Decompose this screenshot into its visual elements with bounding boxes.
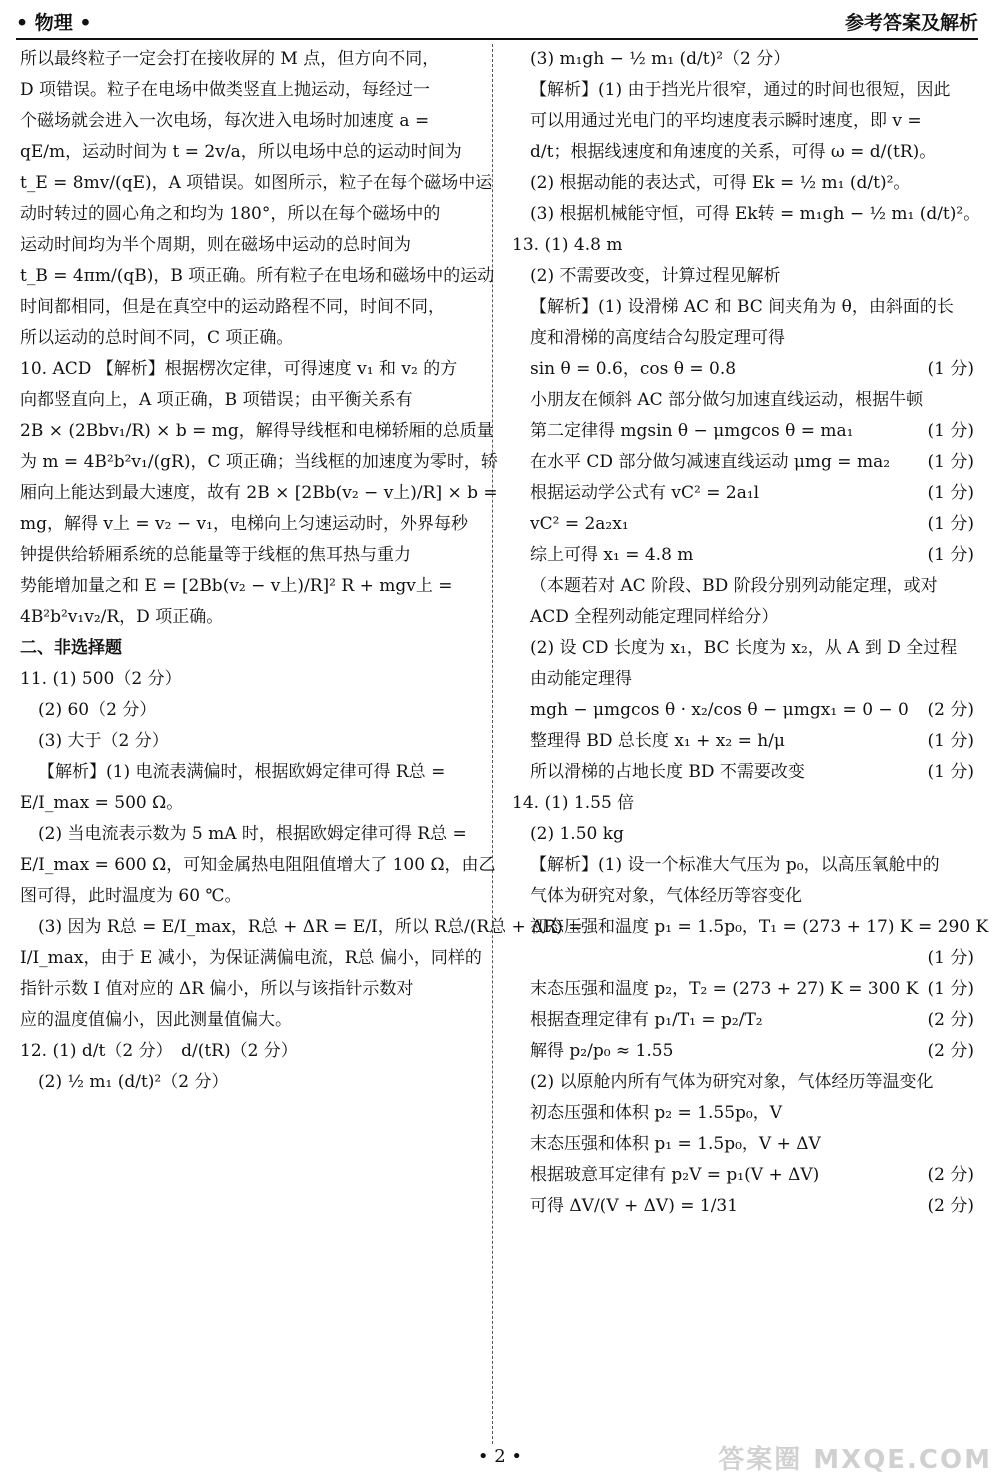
solution-row [512, 943, 974, 974]
solution-text: (3) m₁gh − ½ m₁ (d/t)²（2 分） [530, 49, 791, 69]
text-line: 12. (1) d/t（2 分） d/(tR)（2 分） [20, 1041, 298, 1061]
right-column [512, 44, 989, 1440]
text-line: 势能增加量之和 E = [2Bb(v₂ − v上)/R]² R + mgv上 = [20, 576, 453, 596]
text-line: 11. (1) 500（2 分） [20, 669, 182, 689]
solution-text: 由动能定理得 [530, 669, 632, 689]
subject-label: • 物理 • [16, 12, 92, 34]
solution-text: (2) 根据动能的表达式，可得 Ek = ½ m₁ (d/t)²。 [530, 173, 911, 193]
text-line: E/I_max = 600 Ω，可知金属热电阻阻值增大了 100 Ω，由乙 [20, 855, 496, 875]
text-line: 钟提供给轿厢系统的总能量等于线框的焦耳热与重力 [20, 545, 411, 565]
text-line: (3) 因为 R总 = E/I_max，R总 + ΔR = E/I，所以 R总/(R总 + ΔR) = [38, 917, 583, 937]
solution-text: mgh − μmgcos θ · x₂/cos θ − μmgx₁ = 0 − 0 [530, 700, 909, 720]
solution-row [512, 509, 974, 540]
score-label: (1 分) [927, 421, 974, 441]
text-line: t_B = 4πm/(qB)，B 项正确。所有粒子在电场和磁场中的运动 [20, 266, 495, 286]
solution-row [512, 1036, 974, 1067]
solution-row [512, 757, 974, 788]
text-line: D 项错误。粒子在电场中做类竖直上抛运动，每经过一 [20, 80, 431, 100]
solution-row [512, 974, 974, 1005]
score-label: (1 分) [927, 762, 974, 782]
solution-text: 可以用通过光电门的平均速度表示瞬时速度，即 v = [530, 111, 922, 131]
solution-row [512, 478, 974, 509]
solution-text: 根据运动学公式有 vC² = 2a₁l [530, 483, 760, 503]
solution-text: 小朋友在倾斜 AC 部分做匀加速直线运动，根据牛顿 [530, 390, 924, 410]
solution-row [512, 633, 974, 664]
text-line: 二、非选择题 [20, 638, 122, 658]
solution-row [512, 1191, 974, 1222]
solution-row [512, 106, 974, 137]
score-label: (1 分) [927, 359, 974, 379]
text-line: 向都竖直向上，A 项正确，B 项错误；由平衡关系有 [20, 390, 413, 410]
solution-text: 解得 p₂/p₀ ≈ 1.55 [530, 1041, 674, 1061]
solution-text: 所以滑梯的占地长度 BD 不需要改变 [530, 762, 805, 782]
header-title: 参考答案及解析 [844, 12, 978, 34]
solution-row [512, 726, 974, 757]
solution-text: (3) 根据机械能守恒，可得 Ek转 = m₁gh − ½ m₁ (d/t)²。 [530, 204, 981, 224]
solution-row [512, 1129, 974, 1160]
solution-row [512, 447, 974, 478]
text-line: 厢向上能达到最大速度，故有 2B × [2Bb(v₂ − v上)/R] × b = [20, 483, 498, 503]
solution-row [512, 261, 974, 292]
solution-row [512, 881, 974, 912]
solution-text: ACD 全程列动能定理同样给分） [530, 607, 779, 627]
page-header [16, 8, 978, 40]
score-label: (2 分) [927, 1165, 974, 1185]
solution-text: 末态压强和温度 p₂，T₂ = (273 + 27) K = 300 K [530, 979, 919, 999]
solution-text: (2) 1.50 kg [530, 824, 624, 844]
solution-row [512, 230, 974, 261]
solution-text: 可得 ΔV/(V + ΔV) = 1/31 [530, 1196, 739, 1216]
solution-text: 整理得 BD 总长度 x₁ + x₂ = h/μ [530, 731, 785, 751]
solution-row [512, 292, 974, 323]
score-label: (1 分) [927, 545, 974, 565]
score-label: (2 分) [927, 1010, 974, 1030]
column-divider [492, 44, 493, 1444]
page-number: • 2 • [477, 1446, 523, 1467]
score-label: (1 分) [927, 452, 974, 472]
text-line: 个磁场就会进入一次电场，每次进入电场时加速度 a = [20, 111, 430, 131]
solution-row [512, 323, 974, 354]
solution-text: 【解析】(1) 设滑梯 AC 和 BC 间夹角为 θ，由斜面的长 [530, 297, 954, 317]
solution-row [512, 1160, 974, 1191]
score-label: (2 分) [927, 700, 974, 720]
solution-text: 14. (1) 1.55 倍 [512, 793, 635, 813]
solution-text: 【解析】(1) 设一个标准大气压为 p₀，以高压氧舱中的 [530, 855, 940, 875]
solution-text: 第二定律得 mgsin θ − μmgcos θ = ma₁ [530, 421, 854, 441]
text-line: 为 m = 4B²b²v₁/(gR)，C 项正确；当线框的加速度为零时，轿 [20, 452, 498, 472]
solution-row [512, 137, 974, 168]
text-line: 所以最终粒子一定会打在接收屏的 M 点，但方向不同， [20, 49, 440, 69]
text-line: qE/m，运动时间为 t = 2v/a，所以电场中总的运动时间为 [20, 142, 462, 162]
solution-text: (2) 以原舱内所有气体为研究对象，气体经历等温变化 [530, 1072, 934, 1092]
solution-text: d/t；根据线速度和角速度的关系，可得 ω = d/(tR)。 [530, 142, 937, 162]
text-line: 【解析】(1) 电流表满偏时，根据欧姆定律可得 R总 = [38, 762, 446, 782]
text-line: 指针示数 I 值对应的 ΔR 偏小，所以与该指针示数对 [20, 979, 414, 999]
solution-row [512, 819, 974, 850]
solution-text [512, 943, 530, 974]
score-label: (1 分) [927, 483, 974, 503]
solution-row [512, 912, 989, 943]
solution-row [512, 354, 974, 385]
solution-row [512, 695, 974, 726]
solution-row [512, 571, 974, 602]
score-label: (1 分) [927, 731, 974, 751]
solution-text: 初态压强和体积 p₂ = 1.55p₀，V [530, 1103, 782, 1123]
text-line: E/I_max = 500 Ω。 [20, 793, 184, 813]
solution-text: 根据玻意耳定律有 p₂V = p₁(V + ΔV) [530, 1165, 820, 1185]
solution-text: 末态压强和体积 p₁ = 1.5p₀，V + ΔV [530, 1134, 821, 1154]
solution-row [512, 44, 974, 75]
text-line: 4B²b²v₁v₂/R，D 项正确。 [20, 607, 224, 627]
solution-row [512, 75, 974, 106]
solution-row [512, 199, 981, 230]
solution-text: (2) 不需要改变，计算过程见解析 [530, 266, 781, 286]
solution-text: 度和滑梯的高度结合勾股定理可得 [530, 328, 785, 348]
solution-text: 初态压强和温度 p₁ = 1.5p₀，T₁ = (273 + 17) K = 290 K [530, 917, 989, 937]
score-label: (1 分) [927, 514, 974, 534]
text-line: (3) 大于（2 分） [38, 731, 169, 751]
text-line: 图可得，此时温度为 60 ℃。 [20, 886, 242, 906]
solution-text: 综上可得 x₁ = 4.8 m [530, 545, 694, 565]
solution-row [512, 788, 974, 819]
text-line: (2) 60（2 分） [38, 700, 157, 720]
solution-row [512, 385, 974, 416]
solution-text: 根据查理定律有 p₁/T₁ = p₂/T₂ [530, 1010, 763, 1030]
text-line: 所以运动的总时间不同，C 项正确。 [20, 328, 294, 348]
solution-text: vC² = 2a₂x₁ [530, 514, 629, 534]
solution-row [512, 1067, 974, 1098]
text-line: 2B × (2Bbv₁/R) × b = mg，解得导线框和电梯轿厢的总质量 [20, 421, 494, 441]
solution-row [512, 1005, 974, 1036]
text-line: t_E = 8mv/(qE)，A 项错误。如图所示，粒子在每个磁场中运 [20, 173, 493, 193]
score-label: (1 分) [927, 979, 974, 999]
solution-row [512, 416, 974, 447]
solution-text: sin θ = 0.6，cos θ = 0.8 [530, 359, 737, 379]
text-line: (2) 当电流表示数为 5 mA 时，根据欧姆定律可得 R总 = [38, 824, 467, 844]
text-line: (2) ½ m₁ (d/t)²（2 分） [38, 1072, 229, 1092]
solution-row [512, 602, 974, 633]
solution-row [512, 850, 974, 881]
text-line: 应的温度值偏小，因此测量值偏大。 [20, 1010, 292, 1030]
solution-text: （本题若对 AC 阶段、BD 阶段分别列动能定理，或对 [530, 576, 938, 596]
solution-text: 13. (1) 4.8 m [512, 235, 623, 255]
solution-row [512, 664, 974, 695]
solution-text: 在水平 CD 部分做匀减速直线运动 μmg = ma₂ [530, 452, 891, 472]
solution-row [512, 1098, 974, 1129]
text-line: I/I_max，由于 E 减小，为保证满偏电流，R总 偏小，同样的 [20, 948, 482, 968]
text-line: 时间都相同，但是在真空中的运动路程不同，时间不同， [20, 297, 445, 317]
score-label: (2 分) [927, 1196, 974, 1216]
text-line: mg，解得 v上 = v₂ − v₁，电梯向上匀速运动时，外界每秒 [20, 514, 468, 534]
solution-row [512, 540, 974, 571]
text-line: 10. ACD 【解析】根据楞次定律，可得速度 v₁ 和 v₂ 的方 [20, 359, 458, 379]
site-watermark: 答案圈 MXQE.COM [718, 1445, 992, 1475]
solution-text: 气体为研究对象，气体经历等容变化 [530, 886, 802, 906]
solution-text: (2) 设 CD 长度为 x₁，BC 长度为 x₂，从 A 到 D 全过程 [530, 638, 958, 658]
text-line: 动时转过的圆心角之和均为 180°，所以在每个磁场中的 [20, 204, 441, 224]
score-label: (2 分) [927, 1041, 974, 1061]
text-line: 运动时间均为半个周期，则在磁场中运动的总时间为 [20, 235, 411, 255]
solution-text: 【解析】(1) 由于挡光片很窄，通过的时间也很短，因此 [530, 80, 951, 100]
score-label: (1 分) [927, 948, 974, 968]
solution-row [512, 168, 974, 199]
